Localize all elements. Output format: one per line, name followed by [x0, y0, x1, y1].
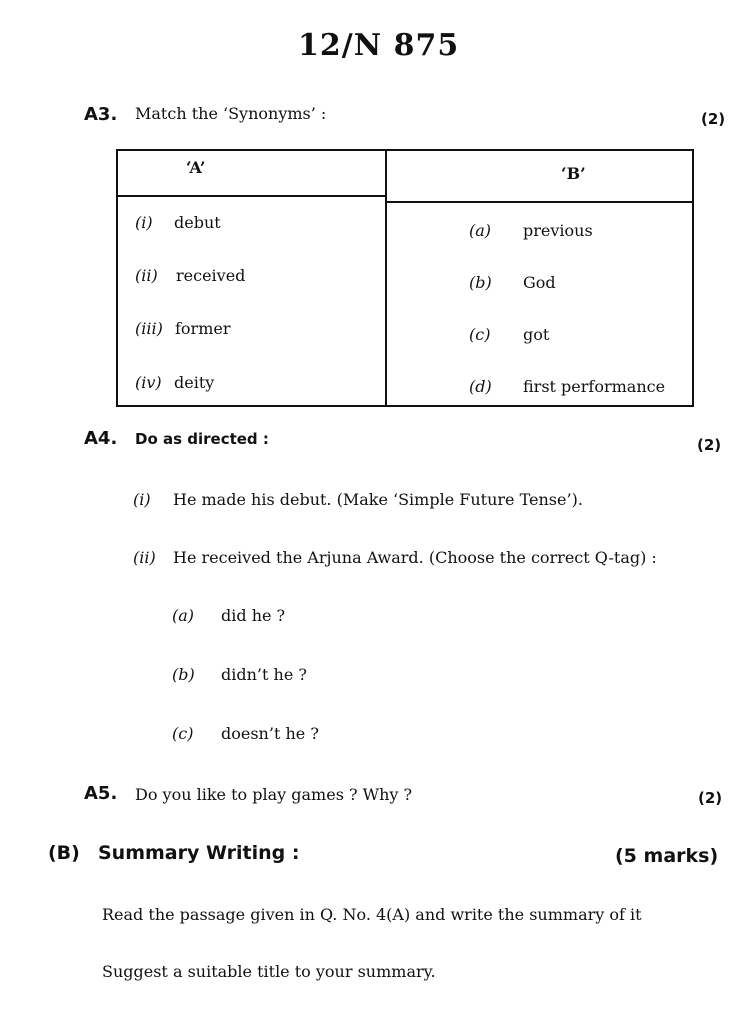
col-a-label: (iv) [135, 373, 162, 392]
col-a-text: former [175, 319, 231, 338]
col-b-text: first performance [523, 377, 666, 396]
col-b-label: (b) [469, 273, 492, 292]
a3-marks: (2) [701, 110, 726, 128]
option-label: (a) [172, 606, 195, 625]
section-b-marks: (5 marks) [615, 845, 719, 867]
col-a-label: (ii) [135, 266, 158, 285]
a4-item-label: (ii) [133, 548, 156, 567]
col-b-text: got [523, 325, 550, 344]
a4-item-text: He made his debut. (Make ‘Simple Future Tense’). [173, 490, 583, 509]
section-b-instruction-2: Suggest a suitable title to your summary. [102, 962, 436, 981]
col-b-label: (c) [469, 325, 491, 344]
col-a-text: debut [174, 213, 221, 232]
col-b-text: previous [523, 221, 593, 240]
question-number-a5: A5. [84, 783, 118, 804]
a5-question: Do you like to play games ? Why ? [135, 785, 413, 804]
a3-instruction: Match the ‘Synonyms’ : [135, 104, 327, 123]
option-text: did he ? [221, 606, 286, 625]
col-b-label: (d) [469, 377, 492, 396]
a4-marks: (2) [697, 436, 722, 454]
question-number-a3: A3. [84, 104, 118, 125]
col-a-label: (i) [135, 213, 153, 232]
column-b-header: ‘B’ [561, 164, 586, 183]
table-header-divider-a [116, 195, 387, 197]
col-a-text: deity [174, 373, 215, 392]
option-text: doesn’t he ? [221, 724, 319, 743]
col-a-text: received [176, 266, 246, 285]
question-number-a4: A4. [84, 428, 118, 449]
a4-item-text: He received the Arjuna Award. (Choose the correct Q-tag) : [173, 548, 657, 567]
a4-instruction: Do as directed : [135, 430, 269, 448]
section-b-title: Summary Writing : [98, 842, 300, 864]
column-a-header: ‘A’ [186, 158, 206, 177]
col-b-text: God [523, 273, 556, 292]
a4-item-label: (i) [133, 490, 151, 509]
option-text: didn’t he ? [221, 665, 307, 684]
page-title: 12/N 875 [298, 28, 460, 63]
a5-marks: (2) [698, 789, 723, 807]
col-a-label: (iii) [135, 319, 163, 338]
section-b-label: (B) [48, 842, 80, 864]
table-header-divider-b [385, 201, 694, 203]
option-label: (c) [172, 724, 194, 743]
table-column-divider [385, 149, 387, 407]
section-b-instruction-1: Read the passage given in Q. No. 4(A) and write the summary of it [102, 905, 642, 924]
option-label: (b) [172, 665, 195, 684]
col-b-label: (a) [469, 221, 492, 240]
